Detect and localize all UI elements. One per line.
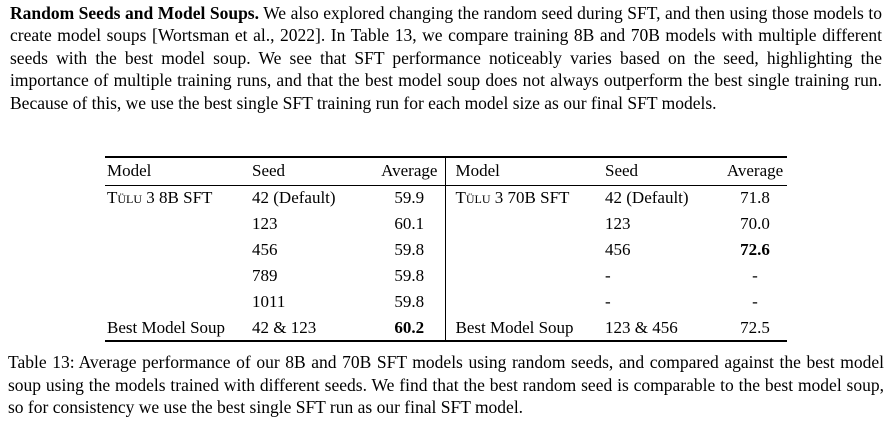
cell-average-best-70b: 72.6 — [740, 240, 770, 259]
cell-seed: 1011 — [252, 292, 286, 311]
seed-comparison-table — [105, 156, 787, 342]
cell-seed: 789 — [252, 266, 278, 285]
cell-model — [105, 211, 252, 237]
cell-model — [105, 289, 252, 315]
table-row — [105, 289, 787, 315]
cell-seed: 456 — [252, 240, 278, 259]
table-header-row — [105, 157, 787, 185]
paragraph-text: We also explored changing the random seed during SFT, and then using those models to create model soups [Wortsman et al., 2022]. In Table 13, we compare training 8B and 70B models with multiple different seeds with the best model soup. We see that SFT performance noticeably varies based on the seed, highlighting the importance of multiple training runs, and that the best model soup does not always outperform the best single training run. Because of this, we use the best single SFT training run for each model size as our final SFT models. — [10, 3, 882, 113]
cell-model — [445, 237, 605, 263]
header-model-right: Model — [445, 157, 605, 185]
table-caption — [8, 351, 884, 419]
table-row — [105, 211, 787, 237]
table-row — [105, 185, 787, 211]
cell-model-soup-left: Best Model Soup — [107, 317, 226, 337]
cell-average: 59.9 — [394, 188, 425, 208]
table-row — [105, 263, 787, 289]
cell-average: - — [752, 266, 758, 285]
header-seed-right: Seed — [605, 161, 639, 181]
cell-seed: 123 — [605, 214, 631, 233]
cell-average: 59.8 — [394, 292, 425, 311]
header-average-left: Average — [381, 161, 438, 181]
header-model-left: Model — [107, 161, 152, 181]
cell-seed: 456 — [605, 240, 631, 259]
cell-model-soup-right: Best Model Soup — [445, 315, 605, 341]
cell-average: - — [752, 292, 758, 311]
cell-seed: 42 (Default) — [252, 188, 336, 208]
cell-average: 59.8 — [394, 266, 425, 285]
cell-seed: - — [605, 266, 611, 285]
cell-model — [105, 237, 252, 263]
cell-model — [445, 263, 605, 289]
cell-seed: 123 & 456 — [605, 317, 678, 337]
cell-seed: 42 & 123 — [252, 317, 317, 337]
cell-seed: - — [605, 292, 611, 311]
cell-average: 60.1 — [394, 214, 425, 233]
table-row — [105, 237, 787, 263]
cell-model — [445, 211, 605, 237]
caption-text: Average performance of our 8B and 70B SFT models using random seeds, and compared against the best model soup using the models trained with different seeds. We find that the best random seed is comparable to the best model soup, so for consistency we use the best single SFT run as our final SFT model. — [8, 352, 884, 417]
cell-model-8b: Tülu 3 8B SFT — [107, 188, 213, 208]
header-average-right: Average — [726, 161, 784, 181]
cell-average: 72.5 — [740, 317, 770, 337]
cell-seed: 123 — [252, 214, 278, 233]
table-row — [105, 315, 787, 341]
cell-average: 71.8 — [740, 188, 770, 208]
cell-average: 59.8 — [394, 240, 425, 259]
cell-model — [105, 263, 252, 289]
paragraph-lead: Random Seeds and Model Soups. — [10, 3, 259, 23]
cell-model-70b: Tülu 3 70B SFT — [445, 185, 605, 211]
body-paragraph — [10, 2, 882, 114]
caption-label: Table 13: — [8, 352, 75, 372]
cell-model — [445, 289, 605, 315]
cell-average-best-8b: 60.2 — [394, 317, 425, 337]
header-seed-left: Seed — [252, 161, 286, 181]
cell-seed: 42 (Default) — [605, 188, 689, 208]
cell-average: 70.0 — [740, 214, 770, 233]
